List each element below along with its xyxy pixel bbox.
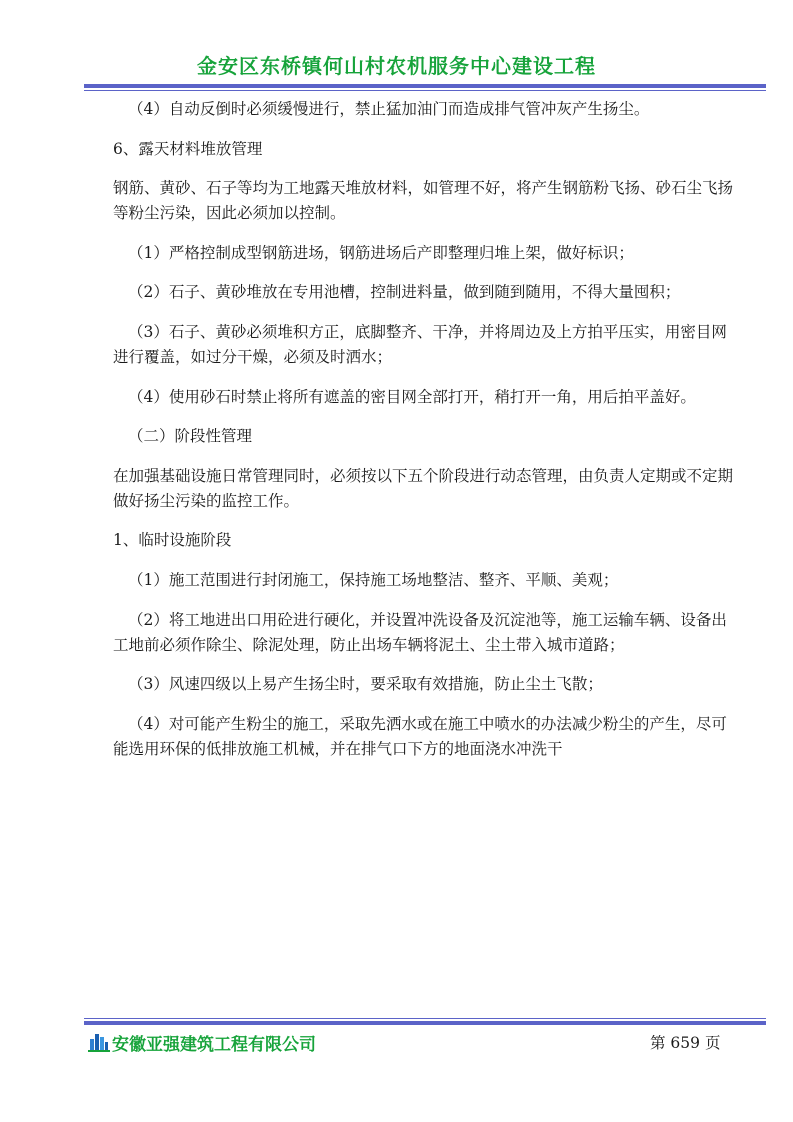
paragraph: （3）石子、黄砂必须堆积方正，底脚整齐、干净，并将周边及上方拍平压实，用密目网进行覆盖，如过分干燥，必须及时洒水； [113,322,727,366]
paragraph: （4）对可能产生粉尘的施工，采取先洒水或在施工中喷水的办法减少粉尘的产生，尽可能选用环保的低排放施工机械，并在排气口下方的地面浇水冲洗干 [113,714,727,758]
footer-rule-thin [84,1018,766,1019]
section-heading: 1、临时设施阶段 [113,531,232,550]
footer-company-name: 安徽亚强建筑工程有限公司 [112,1035,316,1055]
paragraph: 在加强基础设施日常管理同时，必须按以下五个阶段进行动态管理，由负责人定期或不定期做好扬尘污染的监控工作。 [113,466,734,510]
paragraph: 钢筋、黄砂、石子等均为工地露天堆放材料，如管理不好，将产生钢筋粉飞扬、砂石尘飞扬等粉尘污染，因此必须加以控制。 [113,179,734,223]
document-body [113,97,733,776]
paragraph: （1）施工范围进行封闭施工，保持施工场地整洁、整齐、平顺、美观； [128,570,619,589]
header-rule-thin [84,90,766,91]
section-heading: （二）阶段性管理 [128,427,253,446]
paragraph: （4）使用砂石时禁止将所有遮盖的密目网全部打开，稍打开一角，用后拍平盖好。 [128,387,696,406]
page-header-title: 金安区东桥镇何山村农机服务中心建设工程 [197,54,596,78]
footer-rule-thick [84,1021,766,1025]
paragraph: （1）严格控制成型钢筋进场，钢筋进场后产即整理归堆上架，做好标识； [128,243,634,262]
building-logo-icon [88,1030,110,1052]
section-heading: 6、露天材料堆放管理 [113,139,263,158]
paragraph: （2）将工地进出口用砼进行硬化，并设置冲洗设备及沉淀池等，施工运输车辆、设备出工地前必须作除尘、除泥处理，防止出场车辆将泥土、尘土带入城市道路； [113,610,727,654]
paragraph: （2）石子、黄砂堆放在专用池槽，控制进料量，做到随到随用，不得大量囤积； [128,283,681,302]
paragraph: （3）风速四级以上易产生扬尘时，要采取有效措施，防止尘土飞散； [128,675,603,694]
page-number: 第 659 页 [650,1034,721,1052]
paragraph: （4）自动反倒时必须缓慢进行，禁止猛加油门而造成排气管冲灰产生扬尘。 [128,100,650,118]
header-rule-thick [84,84,766,88]
